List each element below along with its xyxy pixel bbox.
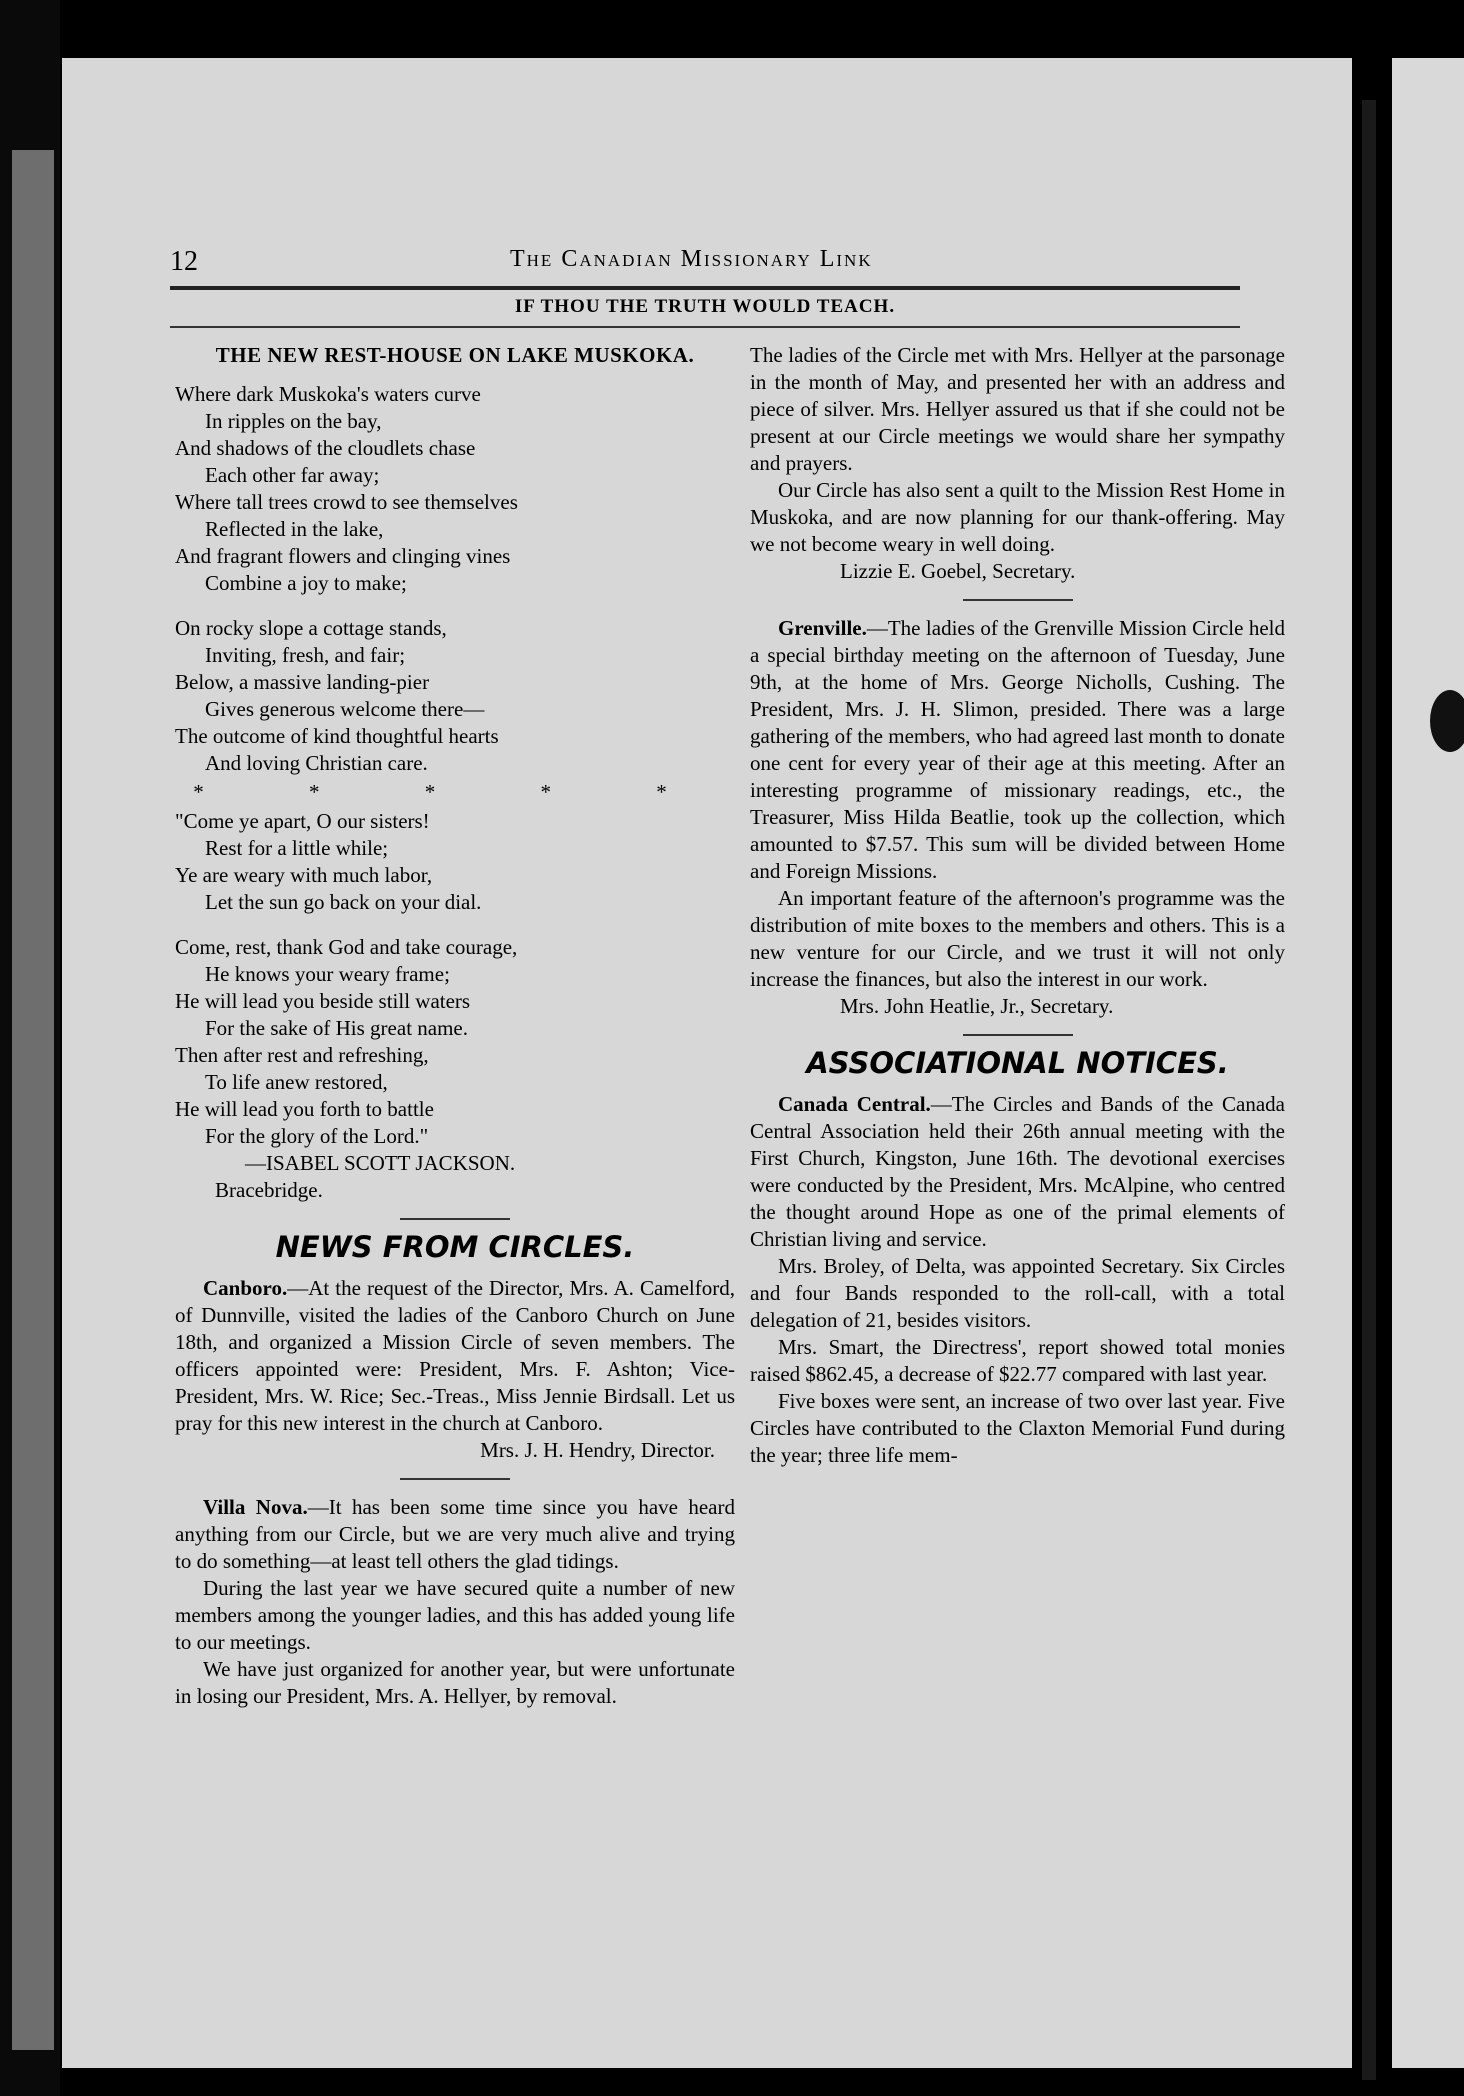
signature: Mrs. John Heatlie, Jr., Secretary. (840, 994, 1114, 1018)
poem-stanza (175, 615, 735, 777)
verse-line: Combine a joy to make; (205, 571, 407, 595)
adjacent-page-edge (12, 150, 54, 2050)
right-column (750, 342, 1285, 1469)
verse-line: Then after rest and refreshing, (175, 1043, 429, 1067)
poem-stanza (175, 381, 735, 597)
verse-line: And loving Christian care. (205, 751, 428, 775)
poem-stanza (175, 934, 735, 1150)
book-gutter (1362, 100, 1376, 2080)
verse-line: For the sake of His great name. (205, 1016, 469, 1040)
assoc-heading: ASSOCIATIONAL NOTICES. (806, 1046, 1229, 1080)
separator (963, 599, 1073, 601)
verse-line: And fragrant flowers and clinging vines (175, 544, 511, 568)
verse-line: He will lead you forth to battle (175, 1097, 434, 1121)
verse-line: Where dark Muskoka's waters curve (175, 382, 481, 406)
facing-page (1392, 58, 1464, 2068)
news-paragraph: The ladies of the Circle met with Mrs. Hellyer at the parsonage in the month of May, and presented her with an address and piece of silver. Mrs. Hellyer assured us that if she could not be present at our Circle meetings we would share her sympathy and prayers. (750, 343, 1285, 475)
news-paragraph: Villa Nova.—It has been some time since you have heard anything from our Circle, but we are very much alive and trying to do something—at least tell others the glad tidings. (175, 1495, 735, 1573)
news-paragraph: Grenville.—The ladies of the Grenville Mission Circle held a special birthday meeting on the afternoon of Tuesday, June 9th, at the home of Mrs. George Nicholls, Cushing. The President, Mrs. J. H. Slimon, presided. There was a large gathering of the members, who had agreed last month to donate one cent for every year of their age at this meeting. After an interesting programme of missionary readings, etc., the Treasurer, Miss Hilda Beatlie, took up the collection, which amounted to $7.57. This sum will be divided between Home and Foreign Missions. (750, 616, 1285, 883)
poem-place: Bracebridge. (215, 1178, 323, 1202)
motto: IF THOU THE TRUTH WOULD TEACH. (514, 296, 896, 317)
poem-author: —ISABEL SCOTT JACKSON. (245, 1151, 516, 1175)
verse-line: Inviting, fresh, and fair; (205, 643, 406, 667)
verse-line: The outcome of kind thoughtful hearts (175, 724, 499, 748)
assoc-paragraph: Mrs. Broley, of Delta, was appointed Secretary. Six Circles and four Bands responded to the roll-call, with a total delegation of 21, besides visitors. (750, 1254, 1285, 1332)
verse-line: Rest for a little while; (205, 836, 389, 860)
news-paragraph: Canboro.—At the request of the Director, Mrs. A. Camelford, of Dunnville, visited the ladies of the Canboro Church on June 18th, and organized a Mission Circle of seven members. The officers appointed were: President, Mrs. F. Ashton; Vice-President, Mrs. W. Rice; Sec.-Treas., Miss Jennie Birdsall. Let us pray for this new interest in the church at Canboro. (175, 1276, 735, 1435)
assoc-paragraph: Mrs. Smart, the Directress', report showed total monies raised $862.45, a decrease of $22.77 compared with last year. (750, 1335, 1285, 1386)
verse-line: To life anew restored, (205, 1070, 388, 1094)
poem-stanza (175, 808, 735, 916)
page-header (170, 188, 1240, 277)
verse-line: Let the sun go back on your dial. (205, 890, 482, 914)
verse-line: Ye are weary with much labor, (175, 863, 433, 887)
separator (963, 1034, 1073, 1036)
signature: Lizzie E. Goebel, Secretary. (840, 559, 1076, 583)
verse-line: Gives generous welcome there— (205, 697, 485, 721)
news-paragraph: We have just organized for another year, but were unfortunate in losing our President, Mrs. A. Hellyer, by removal. (175, 1657, 735, 1708)
news-heading: NEWS FROM CIRCLES. (275, 1230, 635, 1264)
separator (400, 1478, 510, 1480)
verse-line: "Come ye apart, O our sisters! (175, 809, 430, 833)
news-paragraph: During the last year we have secured quite a number of new members among the younger ladies, and this has added young life to our meetings. (175, 1576, 735, 1654)
verse-line: Reflected in the lake, (205, 517, 384, 541)
signature: Mrs. J. H. Hendry, Director. (480, 1438, 715, 1462)
verse-line: Where tall trees crowd to see themselves (175, 490, 518, 514)
news-paragraph: Our Circle has also sent a quilt to the Mission Rest Home in Muskoka, and are now planning for our thank-offering. May we not become weary in well doing. (750, 478, 1285, 556)
verse-line: Below, a massive landing-pier (175, 670, 430, 694)
poem-title: THE NEW REST-HOUSE ON LAKE MUSKOKA. (215, 343, 695, 367)
verse-line: In ripples on the bay, (205, 409, 382, 433)
verse-line: For the glory of the Lord." (205, 1124, 429, 1148)
section-stars: * * * * * (193, 780, 717, 804)
motto-rule (170, 326, 1240, 328)
page-number: 12 (170, 246, 198, 277)
punch-hole-icon (1430, 690, 1464, 752)
verse-line: He knows your weary frame; (205, 962, 450, 986)
verse-line: On rocky slope a cottage stands, (175, 616, 447, 640)
assoc-paragraph: Five boxes were sent, an increase of two over last year. Five Circles have contributed to the Claxton Memorial Fund during the year; three life mem- (750, 1389, 1285, 1467)
verse-line: He will lead you beside still waters (175, 989, 471, 1013)
header-rule (170, 286, 1240, 290)
verse-line: Each other far away; (205, 463, 380, 487)
news-paragraph: An important feature of the afternoon's programme was the distribution of mite boxes to the members and others. This is a new venture for our Circle, and we trust it will not only increase the finances, but also the interest in our work. (750, 886, 1285, 991)
left-column (175, 342, 735, 1710)
assoc-paragraph: Canada Central.—The Circles and Bands of the Canada Central Association held their 26th annual meeting with the First Church, Kingston, June 16th. The devotional exercises were conducted by the President, Mrs. McAlpine, who centred the thought around Hope as one of the primal elements of Christian living and service. (750, 1092, 1285, 1251)
running-title: The Canadian Missionary Link (510, 246, 873, 272)
separator (400, 1218, 510, 1220)
verse-line: Come, rest, thank God and take courage, (175, 935, 518, 959)
verse-line: And shadows of the cloudlets chase (175, 436, 476, 460)
